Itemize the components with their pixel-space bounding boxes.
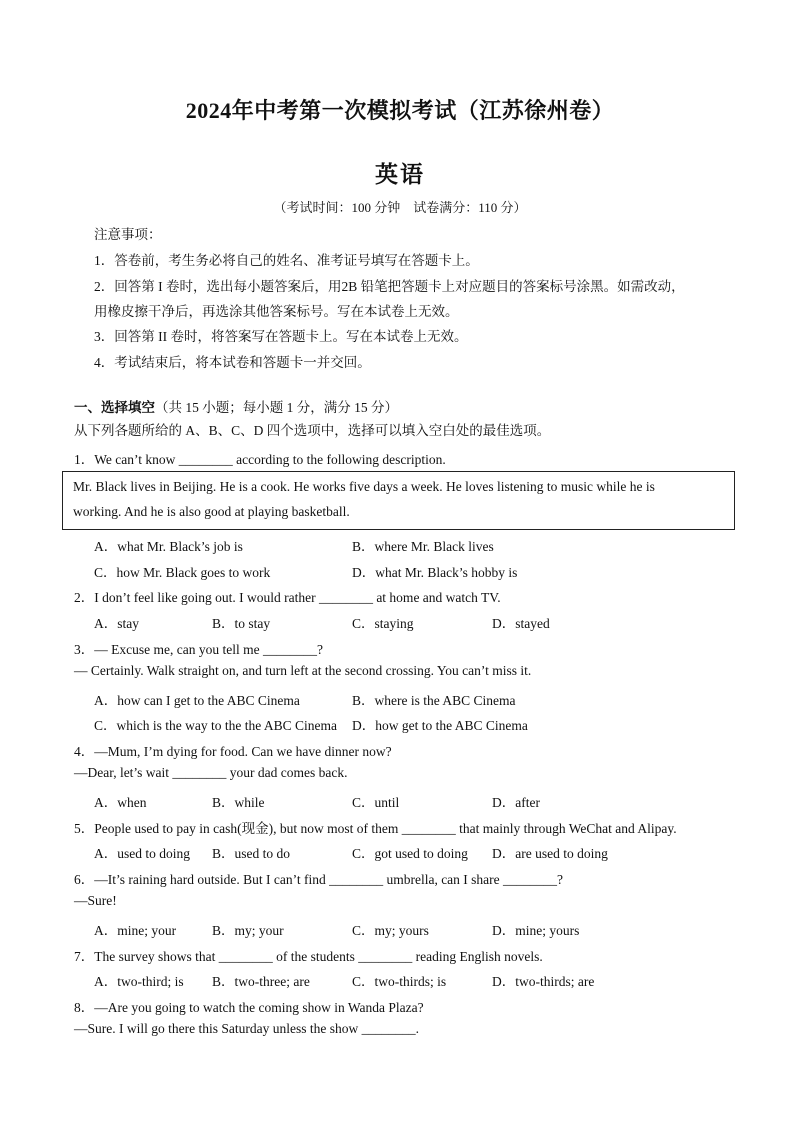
question-2: 2．I don’t feel like going out. I would rather ________ at home and watch TV. (74, 590, 501, 605)
option-a: A．when (94, 795, 147, 810)
option-b: B．where is the ABC Cinema (352, 693, 516, 708)
question-6-reply: —Sure! (74, 893, 117, 908)
question-8: 8．—Are you going to watch the coming show in Wanda Plaza? (74, 1000, 424, 1015)
option-c: C．got used to doing (352, 846, 468, 861)
option-c: C．which is the way to the the ABC Cinema (94, 718, 337, 733)
question-3-reply: — Certainly. Walk straight on, and turn left at the second crossing. You can’t miss it. (74, 663, 532, 678)
option-b: B．two-three; are (212, 974, 310, 989)
section-heading (74, 396, 398, 416)
notes-title: 注意事项： (94, 227, 162, 242)
option-a: A．used to doing (94, 846, 190, 861)
subject-title: 英语 (375, 162, 425, 187)
question-8-reply: —Sure. I will go there this Saturday unless the show ________. (74, 1021, 419, 1036)
option-d: D．what Mr. Black’s hobby is (352, 565, 518, 580)
question-6: 6．—It’s raining hard outside. But I can’t find ________ umbrella, can I share ________? (74, 872, 564, 887)
section-instruction: 从下列各题所给的 A、B、C、D 四个选项中，选择可以填入空白处的最佳选项。 (74, 423, 551, 438)
question-1: 1．We can’t know ________ according to the following description. (74, 452, 446, 467)
question-4-reply: —Dear, let’s wait ________ your dad comes back. (74, 765, 348, 780)
option-b: B．while (212, 795, 265, 810)
option-d: D．stayed (492, 616, 550, 631)
exam-info: （考试时间：100 分钟 试卷满分：110 分） (273, 200, 527, 215)
passage-box (62, 471, 735, 530)
option-d: D．mine; yours (492, 923, 580, 938)
note-item: 2．回答第 I 卷时，选出每小题答案后，用2B 铅笔把答题卡上对应题目的答案标号涂黑。如需改动， (94, 279, 685, 294)
option-d: D．two-thirds; are (492, 974, 595, 989)
option-c: C．staying (352, 616, 414, 631)
section-title-note: （共 15 小题；每小题 1 分，满分 15 分） (155, 400, 398, 415)
exam-title: 2024年中考第一次模拟考试（江苏徐州卷） (185, 98, 615, 123)
passage-line: Mr. Black lives in Beijing. He is a cook. He works five days a week. He loves listening to music while he is (73, 479, 655, 494)
passage-line: working. And he is also good at playing basketball. (73, 504, 350, 519)
option-a: A．two-third; is (94, 974, 184, 989)
option-a: A．mine; your (94, 923, 177, 938)
note-item: 用橡皮擦干净后，再选涂其他答案标号。写在本试卷上无效。 (94, 304, 459, 319)
option-c: C．how Mr. Black goes to work (94, 565, 271, 580)
note-item: 1．答卷前，考生务必将自己的姓名、准考证号填写在答题卡上。 (94, 253, 479, 268)
option-b: B．where Mr. Black lives (352, 539, 494, 554)
note-item: 3．回答第 II 卷时，将答案写在答题卡上。写在本试卷上无效。 (94, 329, 468, 344)
question-5: 5．People used to pay in cash(现金), but now most of them ________ that mainly through WeChat and Alipay. (74, 821, 677, 836)
option-b: B．used to do (212, 846, 291, 861)
option-d: D．how get to the ABC Cinema (352, 718, 528, 733)
option-b: B．my; your (212, 923, 284, 938)
option-c: C．two-thirds; is (352, 974, 447, 989)
option-a: A．what Mr. Black’s job is (94, 539, 243, 554)
option-d: D．are used to doing (492, 846, 608, 861)
option-a: A．how can I get to the ABC Cinema (94, 693, 300, 708)
option-c: C．my; yours (352, 923, 429, 938)
option-c: C．until (352, 795, 400, 810)
section-title: 一、选择填空 (74, 400, 155, 415)
option-d: D．after (492, 795, 540, 810)
note-item: 4．考试结束后，将本试卷和答题卡一并交回。 (94, 355, 371, 370)
question-7: 7．The survey shows that ________ of the students ________ reading English novels. (74, 949, 543, 964)
question-4: 4．—Mum, I’m dying for food. Can we have dinner now? (74, 744, 392, 759)
question-3: 3．— Excuse me, can you tell me ________? (74, 642, 323, 657)
option-b: B．to stay (212, 616, 271, 631)
option-a: A．stay (94, 616, 139, 631)
